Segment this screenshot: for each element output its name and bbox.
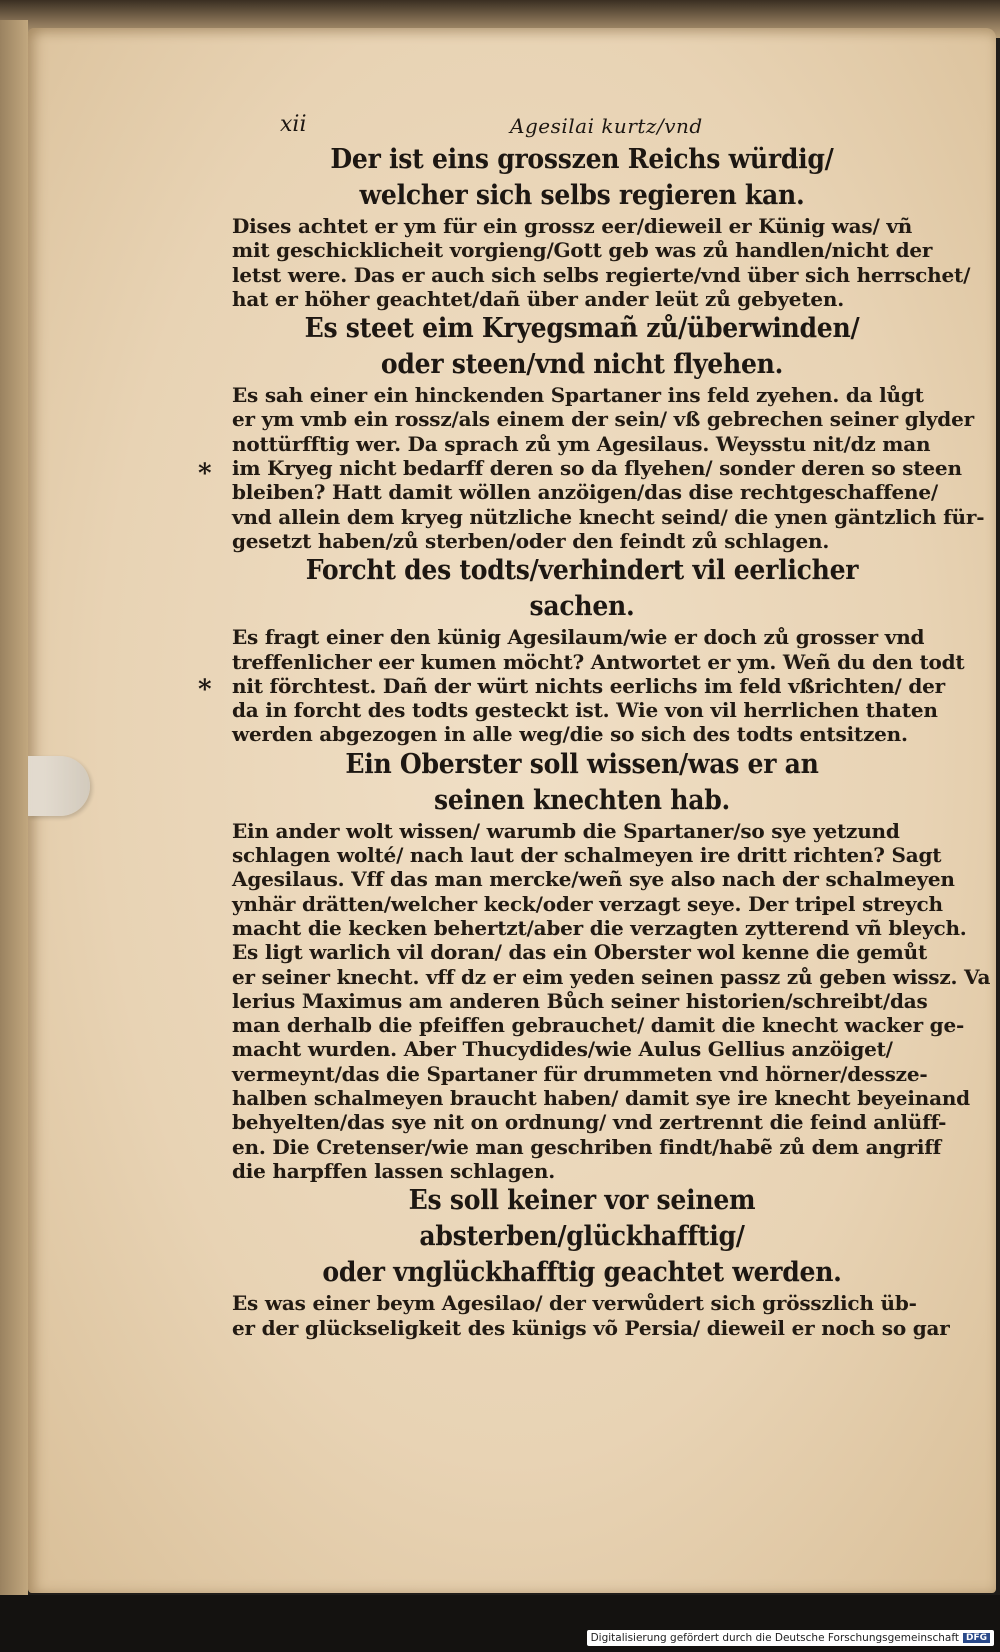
section-4: [232, 747, 991, 1183]
text-line: die harpffen lassen schlagen.: [232, 1158, 555, 1183]
text-line: behyelten/das sye nit on ordnung/ vnd zertrennt die feind anlüff-: [232, 1110, 947, 1135]
text-line: er seiner knecht. vff dz er eim yeden seinen passz zů geben wissz. Va: [232, 964, 991, 989]
text-line: im Kryeg nicht bedarff deren so da flyehen/ sonder deren so steen: [232, 456, 962, 481]
section-2: [198, 311, 985, 553]
text-line: Es ligt warlich vil doran/ das ein Oberster wol kenne die gemůt: [232, 940, 928, 965]
digitization-credit: [587, 1630, 994, 1646]
section-heading: Der ist eins grosszen Reichs würdig/: [330, 144, 834, 175]
text-block: [198, 112, 991, 1340]
text-line: werden abgezogen in alle weg/die so sich des todts entsitzen.: [232, 722, 908, 747]
text-line: Ein ander wolt wissen/ warumb die Spartaner/so sye yetzund: [232, 818, 900, 843]
text-line: en. Die Cretenser/wie man geschriben findt/habẽ zů dem angriff: [232, 1134, 942, 1159]
text-line: mit geschicklicheit vorgieng/Gott geb was zů handlen/nicht der: [232, 238, 933, 263]
text-line: hat er höher geachtet/dañ über ander leüt zů gebyeten.: [232, 286, 845, 311]
text-line: bleiben? Hatt damit wöllen anzöigen/das dise rechtgeschaffene/: [232, 480, 939, 505]
text-line: Dises achtet er ym für ein grossz eer/dieweil er Künig was/ vñ: [232, 214, 913, 238]
text-line: Es fragt einer den künig Agesilaum/wie er doch zů grosser vnd: [232, 625, 925, 650]
text-line: er der glückseligkeit des künigs võ Persia/ dieweil er noch so gar: [232, 1315, 950, 1340]
margin-asterisk: *: [198, 675, 212, 706]
section-1: [232, 142, 971, 311]
book-left-edge: [0, 20, 28, 1600]
text-line: vermeynt/das die Spartaner für drummeten vnd hörner/dessze-: [232, 1061, 928, 1086]
text-line: vnd allein dem kryeg nützliche knecht seind/ die ynen gäntzlich für-: [232, 504, 985, 529]
section-5: [232, 1183, 950, 1340]
text-line: er ym vmb ein rossz/als einem der sein/ vß gebrechen seiner glyder: [232, 407, 974, 432]
section-heading: Forcht des todts/verhindert vil eerlicher sachen.: [305, 555, 859, 623]
text-line: schlagen wolté/ nach laut der schalmeyen ire dritt richten? Sagt: [232, 843, 942, 868]
text-line: lerius Maximus am anderen Bůch seiner historien/schreibt/das: [232, 988, 928, 1013]
text-line: letst were. Das er auch sich selbs regierte/vnd über sich herrschet/: [232, 262, 971, 287]
page-header: [232, 112, 932, 142]
text-line: gesetzt haben/zů sterben/oder den feindt zů schlagen.: [232, 528, 830, 553]
section-heading: Es soll keiner vor seinem absterben/glückhafftig/: [408, 1185, 756, 1253]
text-line: ynhär drätten/welcher keck/oder verzagt seye. Der tripel streych: [232, 891, 943, 916]
text-line: da in forcht des todts gesteckt ist. Wie von vil herrlichen thaten: [232, 698, 938, 723]
running-head: Agesilai kurtz/vnd: [510, 114, 703, 138]
text-line: halben schalmeyen braucht haben/ damit sye ire knecht beyeinand: [232, 1086, 970, 1111]
paragraph: [232, 1291, 950, 1340]
paragraph: [198, 383, 985, 553]
text-line: Es sah einer ein hinckenden Spartaner ins feld zyehen. da lůgt: [232, 383, 924, 408]
dfg-logo: DFG: [963, 1633, 990, 1643]
text-line: nottürfftig wer. Da sprach zů ym Agesilaus. Weysstu nit/dz man: [232, 431, 931, 456]
text-line: Agesilaus. Vff das man mercke/weñ sye also nach der schalmeyen: [232, 867, 955, 892]
section-heading: welcher sich selbs regieren kan.: [359, 180, 805, 211]
text-line: treffenlicher eer kumen möcht? Antwortet er ym. Weñ du den todt: [232, 649, 965, 674]
section-3: [198, 553, 965, 747]
text-line: macht wurden. Aber Thucydides/wie Aulus Gellius anzöiget/: [232, 1037, 893, 1062]
section-heading: Es steet eim Kryegsmañ zů/überwinden/: [304, 313, 860, 345]
margin-asterisk: *: [198, 459, 212, 490]
paragraph: [232, 214, 971, 311]
page-number: xii: [280, 112, 307, 137]
section-heading: Ein Oberster soll wissen/was er an: [345, 748, 819, 780]
paragraph: [232, 818, 991, 1183]
section-heading: oder vnglückhafftig geachtet werden.: [322, 1257, 842, 1289]
paragraph: [198, 625, 965, 747]
text-line: Es was einer beym Agesilao/ der verwůdert sich grösszlich üb-: [232, 1291, 917, 1316]
credit-text: Digitalisierung gefördert durch die Deutsche Forschungsgemeinschaft: [590, 1632, 959, 1644]
section-heading: seinen knechten hab.: [434, 784, 730, 816]
section-heading: oder steen/vnd nicht flyehen.: [380, 349, 784, 381]
text-line: macht die kecken behertzt/aber die verzagten zytterend vñ bleych.: [232, 915, 967, 940]
page-clip: [28, 756, 90, 816]
text-line: man derhalb die pfeiffen gebrauchet/ damit die knecht wacker ge-: [232, 1013, 965, 1038]
text-line: nit förchtest. Dañ der würt nichts eerlichs im feld vßrichten/ der: [232, 673, 945, 698]
